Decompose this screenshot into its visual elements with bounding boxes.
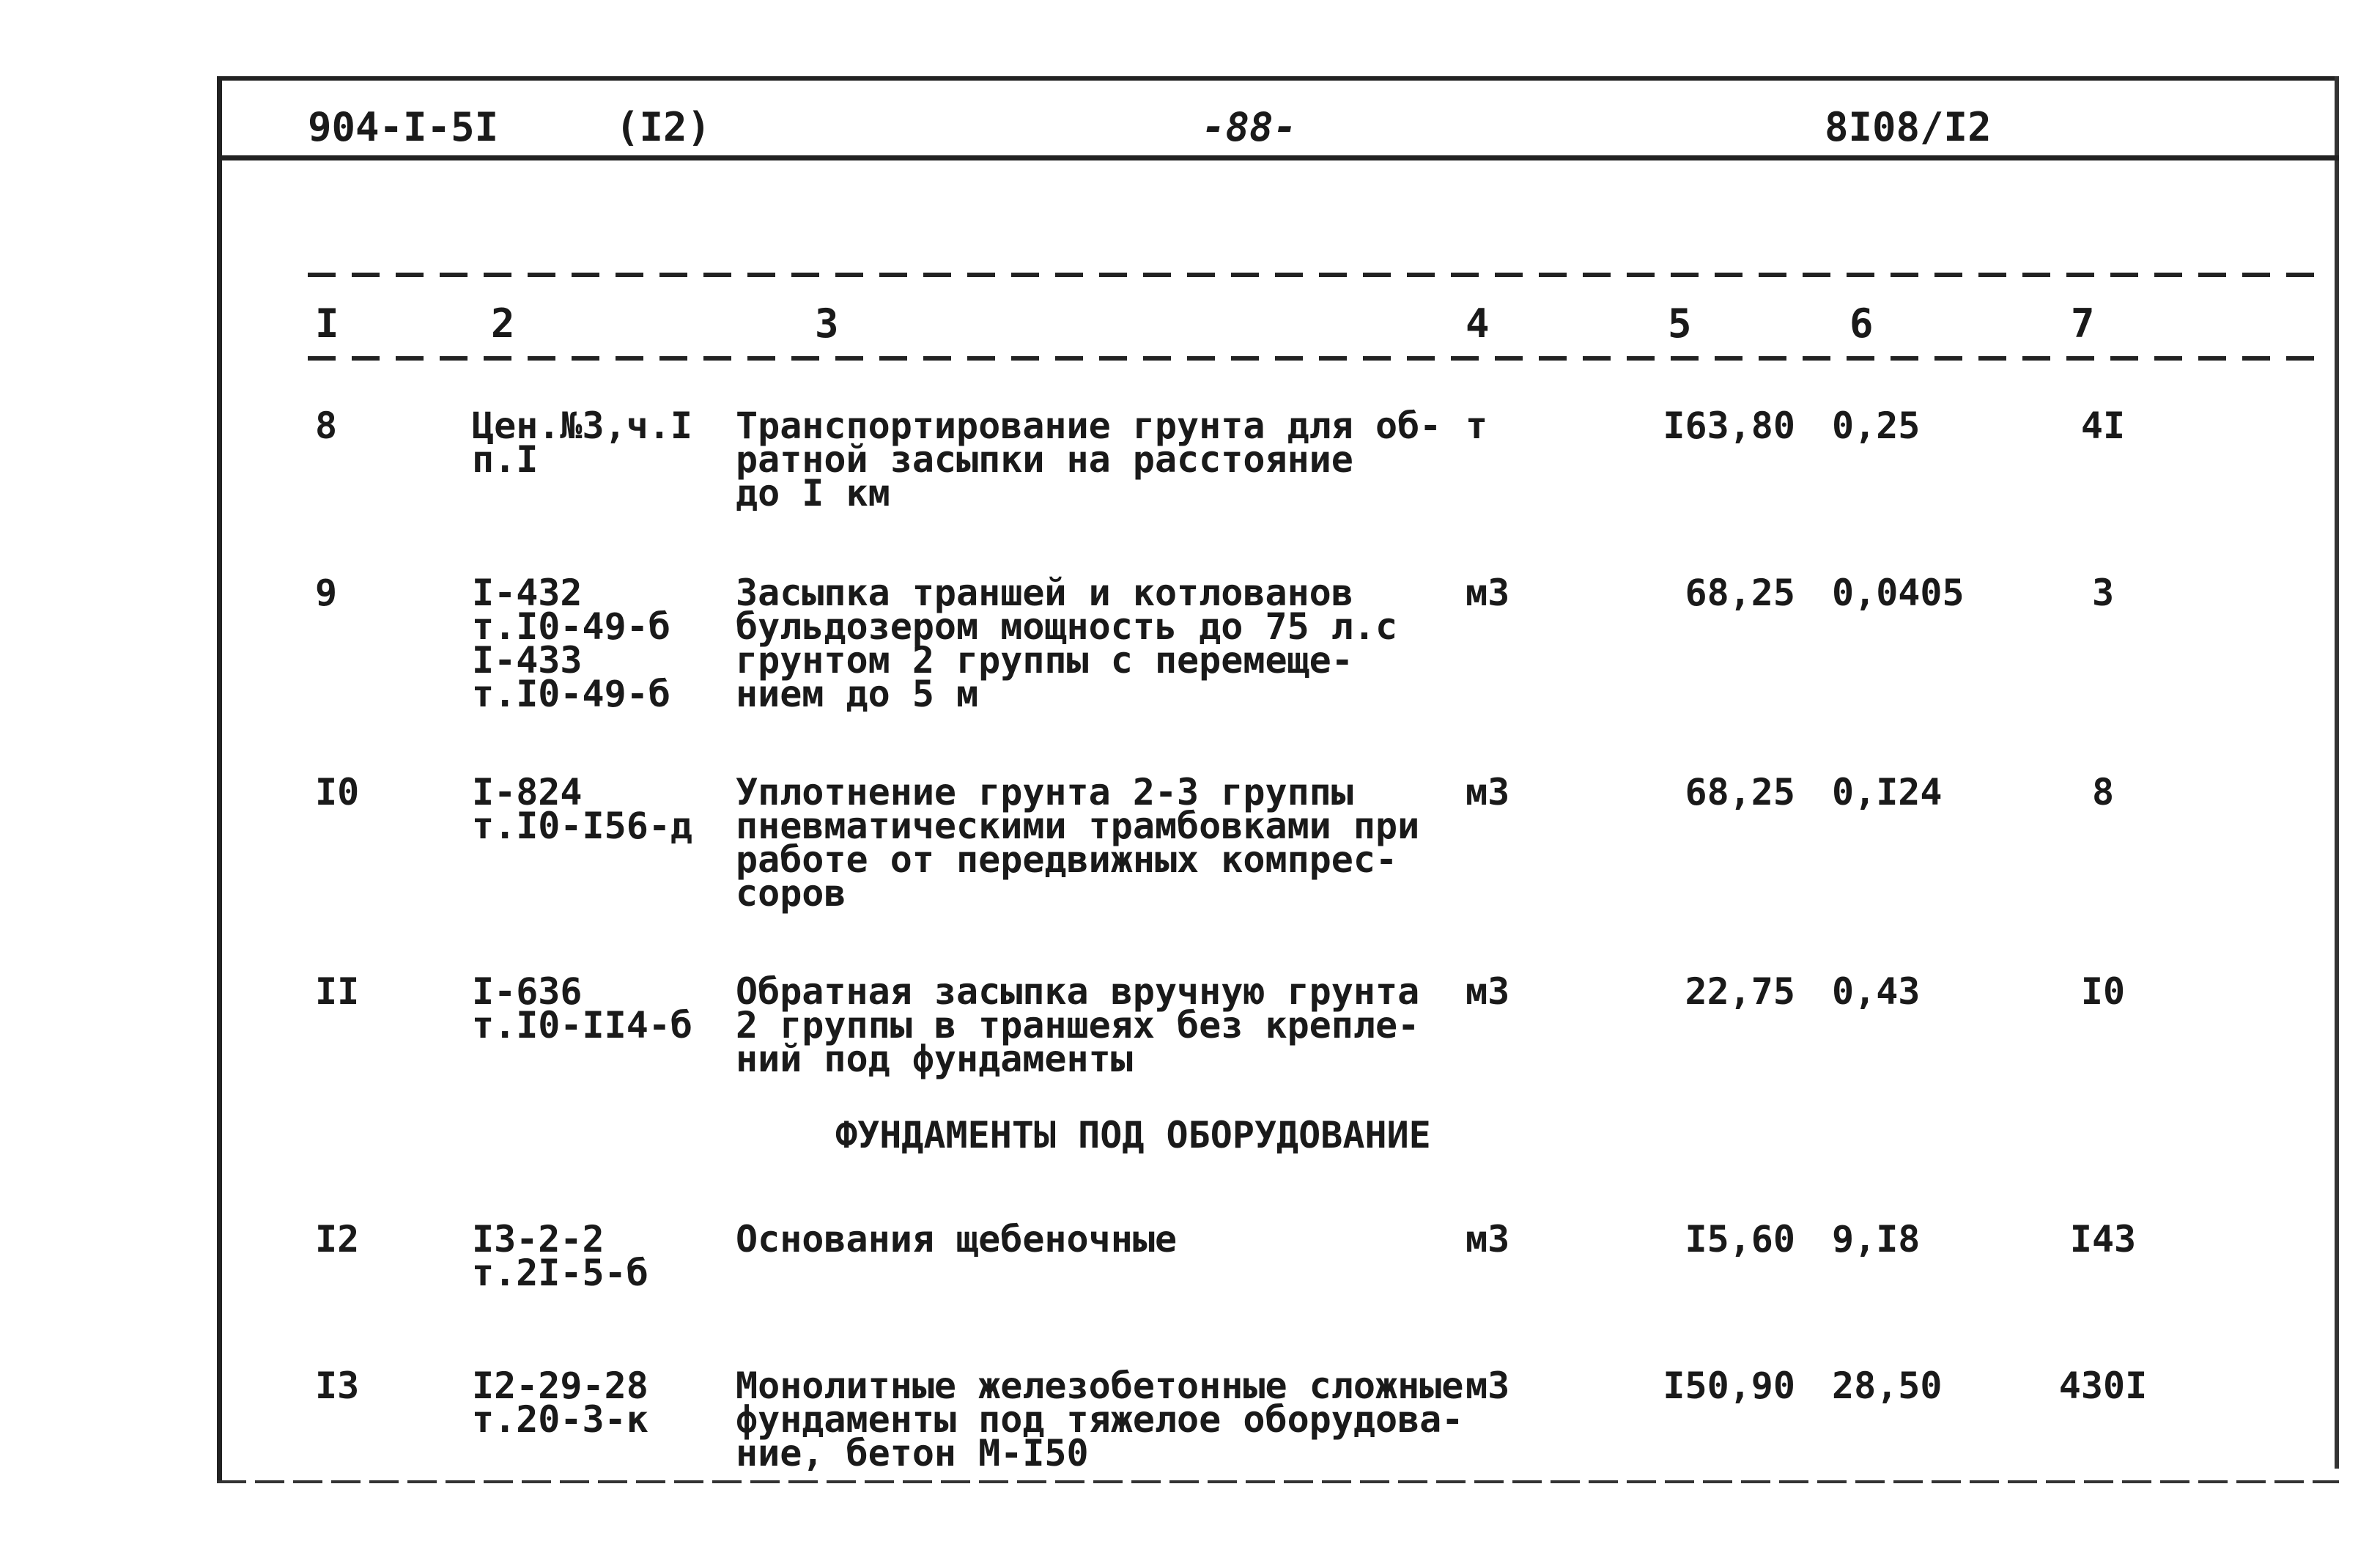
row-total: 8 <box>2091 771 2115 813</box>
column-number-5: 5 <box>1668 300 1692 347</box>
issue-number: (I2) <box>616 104 712 150</box>
row-description: Уплотнение грунта 2-3 группы пневматическими трамбовками при работе от передвижных компрес- соров <box>736 771 1420 915</box>
row-total: 4I <box>2080 405 2126 447</box>
table-top-dashed-rule <box>308 273 2316 277</box>
row-total: I43 <box>2069 1218 2137 1260</box>
row-unit-price: 9,I8 <box>1832 1218 1921 1260</box>
row-number: II <box>315 970 360 1013</box>
row-unit-price: 0,43 <box>1832 970 1921 1013</box>
row-code: I3-2-2 т.2I-5-б <box>472 1218 648 1294</box>
column-number-7: 7 <box>2071 300 2095 347</box>
row-unit: м3 <box>1466 970 1510 1013</box>
row-quantity: I5,60 <box>1685 1218 1795 1260</box>
row-description: Транспортирование грунта для об- ратной засыпки на расстояние до I км <box>736 405 1442 514</box>
frame-bottom-border <box>217 1480 2339 1483</box>
row-code: I-824 т.I0-I56-д <box>472 771 693 847</box>
row-number: I2 <box>315 1218 360 1260</box>
row-number: 8 <box>315 405 338 447</box>
row-unit: м3 <box>1466 1218 1510 1260</box>
row-description: Основания щебеночные <box>736 1218 1178 1260</box>
row-description: Обратная засыпка вручную грунта 2 группы в траншеях без крепле- ний под фундаменты <box>736 970 1420 1080</box>
row-description: Монолитные железобетонные сложные фундаменты под тяжелое оборудова- ние, бетон М-I50 <box>736 1365 1464 1474</box>
section-title: ФУНДАМЕНТЫ ПОД ОБОРУДОВАНИЕ <box>835 1114 1431 1156</box>
row-unit-price: 0,25 <box>1832 405 1921 447</box>
row-quantity: 68,25 <box>1685 771 1795 813</box>
table-header-dashed-rule <box>308 356 2316 361</box>
row-code: I-636 т.I0-II4-б <box>472 970 693 1046</box>
frame-top-border <box>217 76 2339 81</box>
row-total: 430I <box>2058 1365 2148 1407</box>
row-unit-price: 0,0405 <box>1832 572 1965 614</box>
row-code: I2-29-28 т.20-3-к <box>472 1365 648 1441</box>
row-unit: м3 <box>1466 771 1510 813</box>
column-number-2: 2 <box>491 300 515 347</box>
row-code: Цен.№3,ч.I п.I <box>472 405 693 481</box>
row-number: 9 <box>315 572 338 614</box>
frame-left-border <box>217 76 222 1483</box>
document-code: 904-I-5I <box>308 104 499 150</box>
row-unit: т <box>1466 405 1488 447</box>
row-number: I0 <box>315 771 360 813</box>
row-unit-price: 0,I24 <box>1832 771 1943 813</box>
row-quantity: 68,25 <box>1685 572 1795 614</box>
reference-number: 8I08/I2 <box>1825 104 1992 150</box>
row-unit-price: 28,50 <box>1832 1365 1943 1407</box>
row-code: I-432 т.I0-49-б I-433 т.I0-49-б <box>472 572 670 715</box>
row-total: I0 <box>2080 970 2126 1013</box>
column-number-6: 6 <box>1849 300 1874 347</box>
row-quantity: I63,80 <box>1663 405 1795 447</box>
row-unit: м3 <box>1466 572 1510 614</box>
column-number-3: 3 <box>815 300 839 347</box>
row-total: 3 <box>2091 572 2115 614</box>
column-number-1: I <box>315 300 339 347</box>
row-unit: м3 <box>1466 1365 1510 1407</box>
header-divider <box>217 155 2339 160</box>
row-quantity: I50,90 <box>1663 1365 1795 1407</box>
frame-right-border <box>2335 76 2339 1469</box>
row-description: Засыпка траншей и котлованов бульдозером мощность до 75 л.с грунтом 2 группы с перемеще- нием до 5 м <box>736 572 1398 715</box>
row-quantity: 22,75 <box>1685 970 1795 1013</box>
page-number: -88- <box>1202 104 1298 150</box>
row-number: I3 <box>315 1365 360 1407</box>
column-number-4: 4 <box>1466 300 1490 347</box>
